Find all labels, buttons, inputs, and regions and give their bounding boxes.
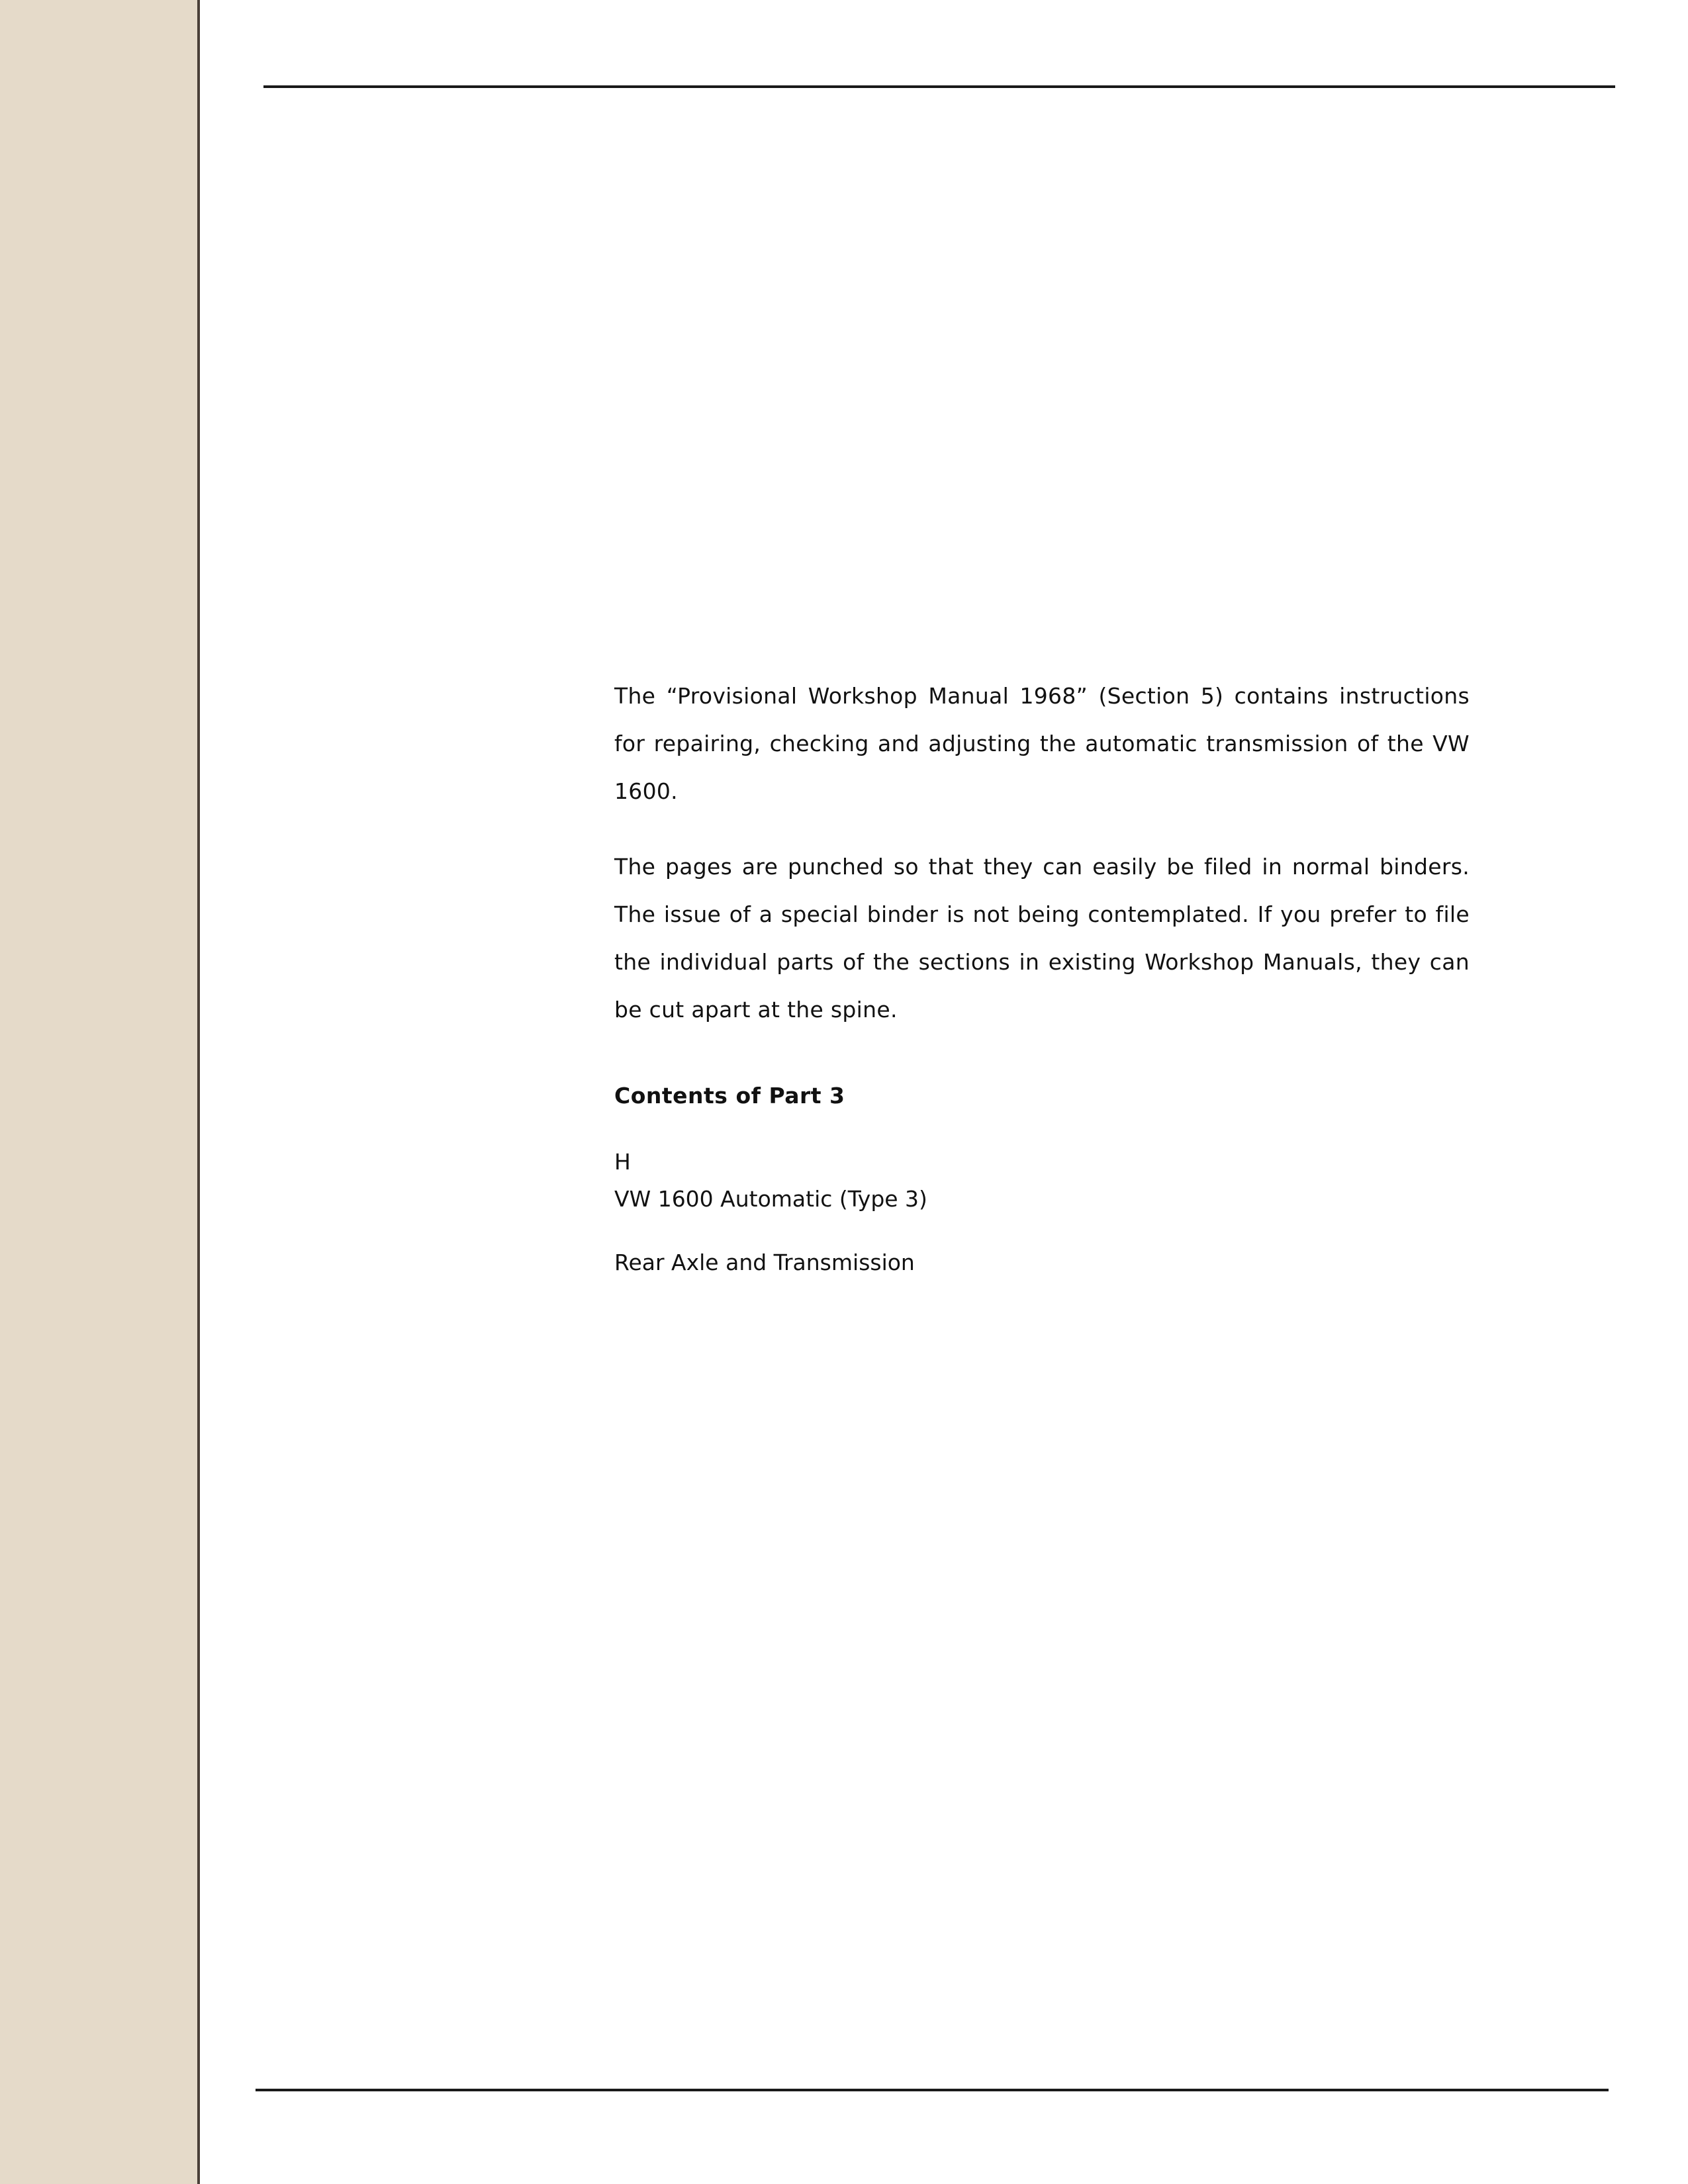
intro-paragraph: The “Provisional Workshop Manual 1968” (Section 5) contains instructions for repairing, checking and adjusting the automatic transmission of the VW 1600. — [614, 683, 1470, 804]
binder-paragraph: The pages are punched so that they can easily be filed in normal binders. The issue of a special binder is not being contemplated. If you prefer to file the individual parts of the sections in existing Workshop Manuals, they can be cut apart at the spine. — [614, 854, 1470, 1023]
contents-section-subtitle: Rear Axle and Transmission — [614, 1250, 915, 1275]
contents-heading: Contents of Part 3 — [614, 1083, 845, 1109]
top-rule — [263, 85, 1615, 88]
bottom-rule — [256, 2089, 1609, 2091]
binding-edge — [197, 0, 200, 2184]
binding-strip — [0, 0, 197, 2184]
contents-section-title: VW 1600 Automatic (Type 3) — [614, 1186, 927, 1212]
contents-section-code: H — [614, 1149, 631, 1175]
page-content — [614, 672, 1470, 1281]
